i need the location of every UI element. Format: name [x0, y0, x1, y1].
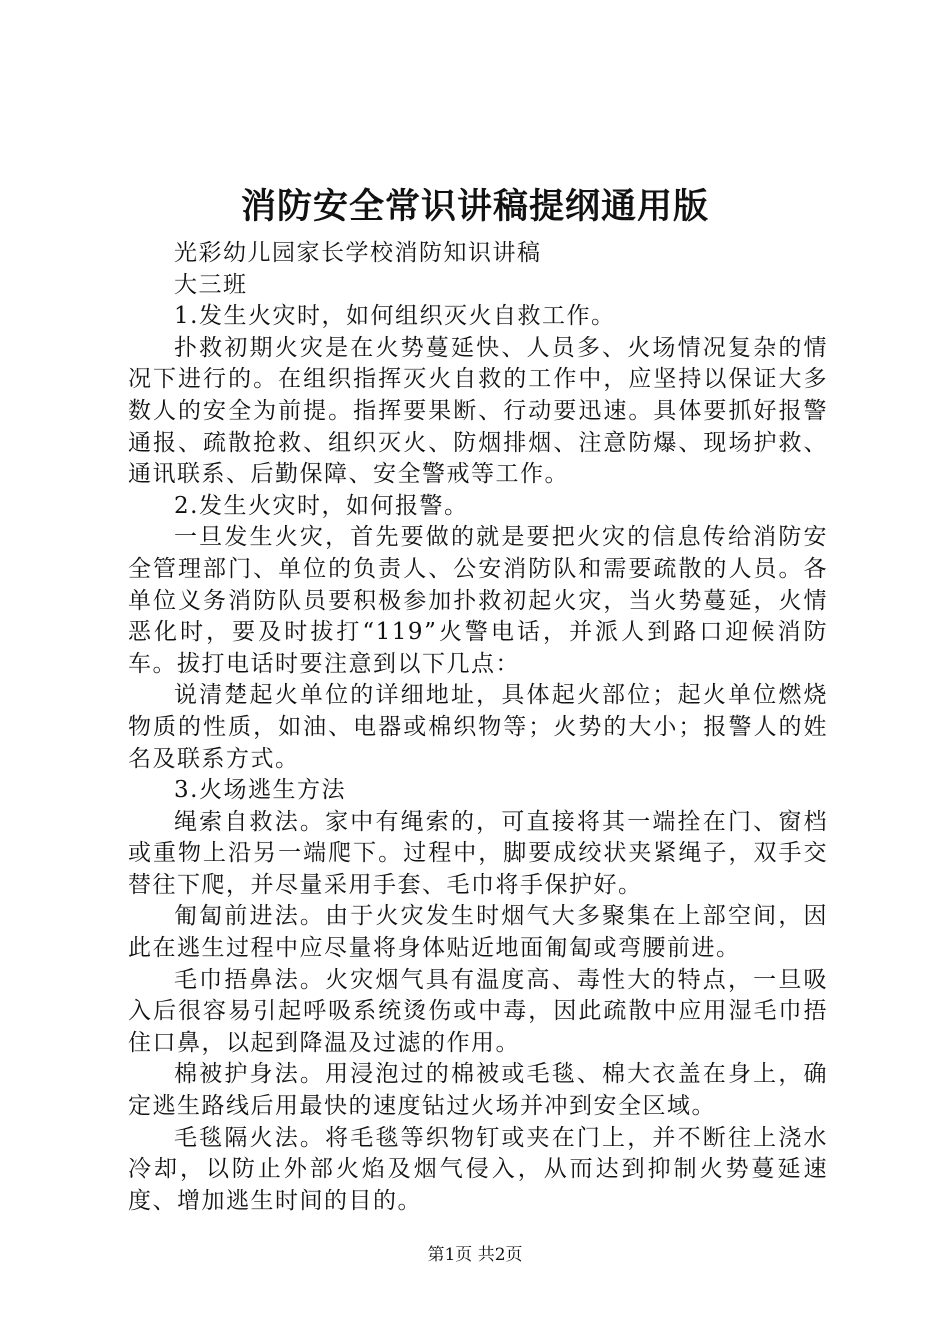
section-heading-3: 3.火场逃生方法	[174, 777, 346, 804]
page-footer: 第1页 共2页	[427, 1245, 523, 1265]
paragraph-crawl-method: 匍匐前进法。由于火灾发生时烟气大多聚集在上部空间，因此在逃生过程中应尽量将身体贴近地面匍匐或弯腰前进。	[128, 903, 828, 962]
paragraph-school-heading: 光彩幼儿园家长学校消防知识讲稿	[174, 240, 542, 266]
document-title: 消防安全常识讲稿提纲通用版	[240, 187, 709, 227]
paragraph-report-details: 说清楚起火单位的详细地址，具体起火部位；起火单位燃烧物质的性质，如油、电器或棉织物等；火势的大小；报警人的姓名及联系方式。	[128, 682, 828, 772]
document-body	[128, 238, 828, 1217]
paragraph-towel-method: 毛巾捂鼻法。火灾烟气具有温度高、毒性大的特点，一旦吸入后很容易引起呼吸系统烫伤或中毒，因此疏散中应用湿毛巾捂住口鼻，以起到降温及过滤的作用。	[128, 966, 828, 1056]
paragraph-rope-method: 绳索自救法。家中有绳索的，可直接将其一端拴在门、窗档或重物上沿另一端爬下。过程中，脚要成绞状夹紧绳子，双手交替往下爬，并尽量采用手套、毛巾将手保护好。	[128, 808, 828, 898]
paragraph-initial-firefighting: 扑救初期火灾是在火势蔓延快、人员多、火场情况复杂的情况下进行的。在组织指挥灭火自救的工作中，应坚持以保证大多数人的安全为前提。指挥要果断、行动要迅速。具体要抓好报警通报、疏散抢救、组织灭火、防烟排烟、注意防爆、现场护救、通讯联系、后勤保障、安全警戒等工作。	[128, 334, 828, 488]
paragraph-how-to-report: 一旦发生火灾，首先要做的就是要把火灾的信息传给消防安全管理部门、单位的负责人、公安消防队和需要疏散的人员。各单位义务消防队员要积极参加扑救初起火灾，当火势蔓延，火情恶化时，要及时拔打“119”火警电话，并派人到路口迎候消防车。拔打电话时要注意到以下几点：	[128, 524, 828, 677]
section-heading-1: 1.发生火灾时，如何组织灭火自救工作。	[174, 303, 616, 330]
paragraph-class-name: 大三班	[174, 271, 248, 298]
section-heading-2: 2.发生火灾时，如何报警。	[174, 492, 469, 519]
paragraph-blanket-method: 毛毯隔火法。将毛毯等织物钉或夹在门上，并不断往上浇水冷却，以防止外部火焰及烟气侵入，从而达到抑制火势蔓延速度、增加逃生时间的目的。	[128, 1124, 828, 1214]
paragraph-quilt-method: 棉被护身法。用浸泡过的棉被或毛毯、棉大衣盖在身上，确定逃生路线后用最快的速度钻过火场并冲到安全区域。	[128, 1061, 828, 1120]
